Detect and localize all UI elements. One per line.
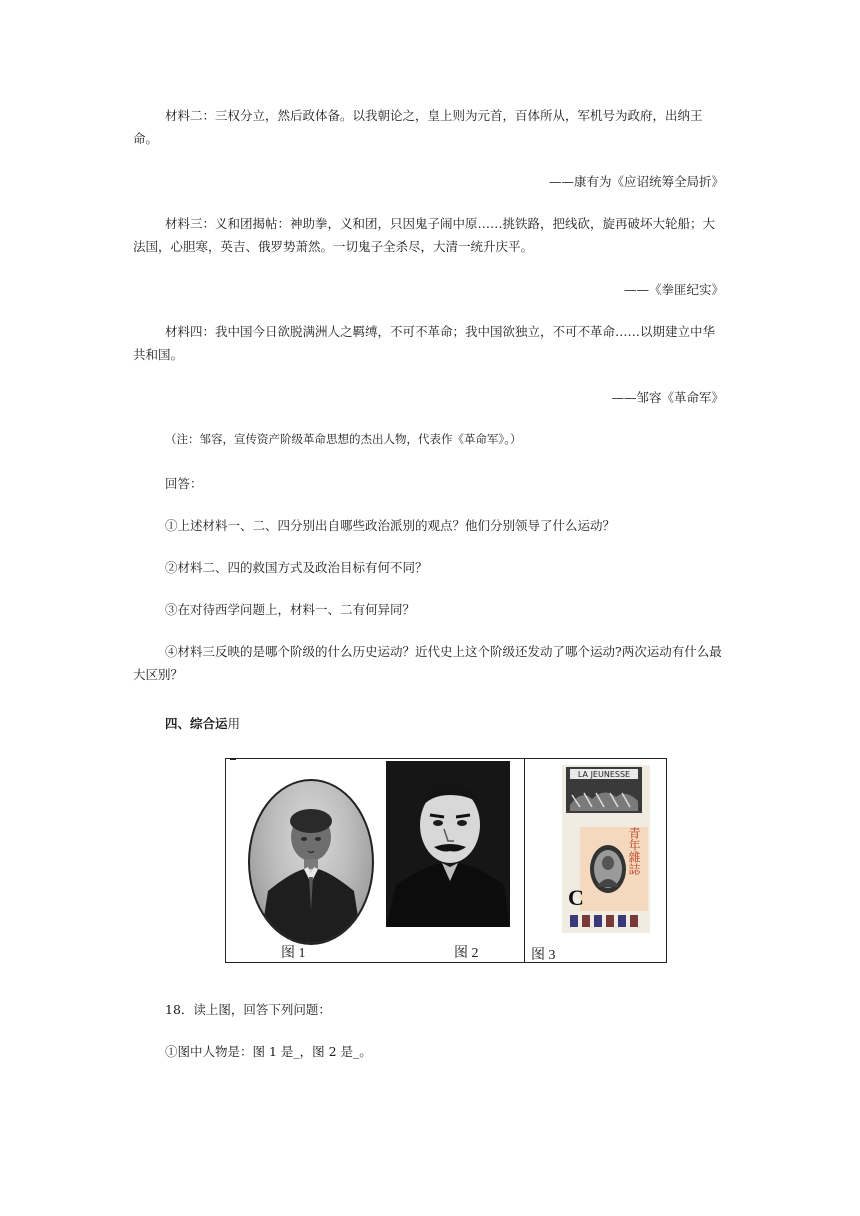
figure-corner-mark: [230, 759, 236, 760]
question-2: ②材料二、四的救国方式及政治目标有何不同？: [165, 560, 428, 575]
material2-source: ——康有为《应诏统筹全局折》: [548, 174, 724, 189]
section-heading-bold: 四、综合运: [165, 716, 228, 731]
portrait-2-drawing: [386, 761, 510, 927]
material2-text: 材料二：三权分立，然后政体备。以我朝论之，皇上则为元首，百体所从，军机号为政府，出纳王命。: [133, 108, 703, 146]
magazine-cover-drawing: [562, 765, 650, 933]
figure-caption-1: 图 1: [281, 946, 306, 961]
magazine-title-text: 青年雜誌: [627, 827, 641, 875]
question-18-1: ①图中人物是：图 1 是_，图 2 是_。: [165, 1044, 372, 1059]
figure-caption-2: 图 2: [454, 946, 479, 961]
portrait-photo-1: [248, 779, 374, 945]
material4-text: 材料四：我中国今日欲脱满洲人之羁缚，不可不革命；我中国欲独立，不可不革命……以期建立中华共和国。: [133, 324, 716, 362]
magazine-cover-image: [562, 765, 650, 933]
figure-divider: [524, 759, 525, 962]
magazine-banner-text: LA JEUNESSE: [577, 770, 631, 779]
question-3: ③在对待西学问题上，材料一、二有何异同？: [165, 602, 416, 617]
material3-text: 材料三：义和团揭帖：神助拳，义和团，只因鬼子闹中原……挑铁路，把线砍，旋再破坏大轮船；大法国，心胆寒，英吉、俄罗势萧然。一切鬼子全杀尽，大清一统升庆平。: [133, 216, 716, 254]
question-1: ①上述材料一、二、四分别出自哪些政治派别的观点？他们分别领导了什么运动？: [165, 518, 616, 533]
section-heading: [165, 712, 757, 735]
figure-caption-3: 图 3: [531, 948, 556, 963]
section-heading-rest: 用: [227, 716, 241, 731]
material4-source: ——邹容《革命军》: [611, 390, 724, 405]
note-text: （注：邹容，宣传资产阶级革命思想的杰出人物，代表作《革命军》。）: [165, 432, 522, 446]
answer-label: 回答：: [165, 476, 203, 491]
question-4: ④材料三反映的是哪个阶级的什么历史运动？近代史上这个阶级还发动了哪个运动?两次运动有什么最大区别？: [133, 644, 722, 682]
material3-source: ——《拳匪纪实》: [623, 282, 724, 297]
magazine-letter-text: C: [568, 885, 584, 910]
figure-panel: [225, 758, 667, 963]
portrait-photo-2: [386, 761, 510, 927]
portrait-1-drawing: [250, 781, 372, 943]
question-18: 18．读上图，回答下列问题：: [165, 1002, 331, 1017]
